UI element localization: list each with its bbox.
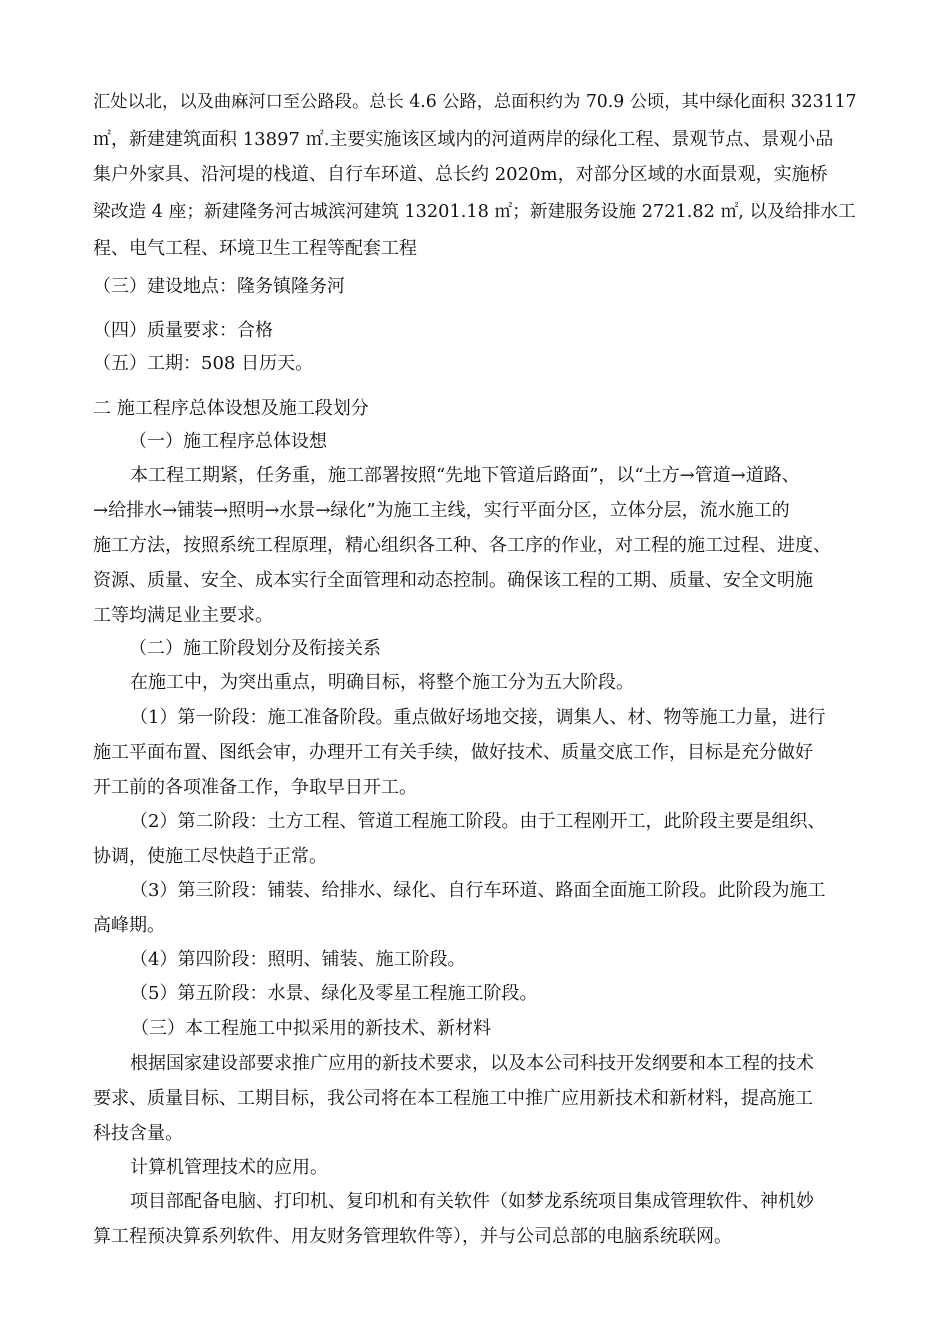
text-line: 工等均满足业主要求。 <box>93 605 273 626</box>
text-line: 本工程工期紧，任务重，施工部署按照“先地下管道后路面”，以“土方→管道→道路、 <box>130 465 800 486</box>
text-line: 要求、质量目标、工期目标，我公司将在本工程施工中推广应用新技术和新材料，提高施工 <box>93 1088 813 1109</box>
text-line: 根据国家建设部要求推广应用的新技术要求，以及本公司科技开发纲要和本工程的技术 <box>130 1053 814 1074</box>
text-line: 高峰期。 <box>93 915 165 936</box>
text-line: （1）第一阶段：施工准备阶段。重点做好场地交接，调集人、材、物等施工力量，进行 <box>130 707 826 728</box>
text-line: （4）第四阶段：照明、铺装、施工阶段。 <box>130 949 466 970</box>
text-line: 科技含量。 <box>93 1123 183 1144</box>
text-line: 在施工中，为突出重点，明确目标，将整个施工分为五大阶段。 <box>130 672 634 693</box>
text-line: （3）第三阶段：铺装、给排水、绿化、自行车环道、路面全面施工阶段。此阶段为施工 <box>130 880 826 901</box>
text-line: 梁改造 4 座；新建隆务河古城滨河建筑 13201.18 ㎡；新建服务设施 2721.82 ㎡, 以及给排水工 <box>93 202 856 222</box>
text-line: （5）第五阶段：水景、绿化及零星工程施工阶段。 <box>130 983 538 1004</box>
subsection-heading: （一）施工程序总体设想 <box>129 431 327 452</box>
section-heading: （四）质量要求：合格 <box>93 320 273 341</box>
text-line: 项目部配备电脑、打印机、复印机和有关软件（如梦龙系统项目集成管理软件、神机妙 <box>130 1191 814 1212</box>
section-heading: （五）工期：508 日历天。 <box>93 353 314 374</box>
text-line: 算工程预决算系列软件、用友财务管理软件等），并与公司总部的电脑系统联网。 <box>93 1226 732 1247</box>
text-line: →给排水→铺装→照明→水景→绿化”为施工主线，实行平面分区，立体分层，流水施工的 <box>93 500 790 521</box>
text-line: ㎡，新建建筑面积 13897 ㎡.主要实施该区域内的河道两岸的绿化工程、景观节点、景观小品 <box>93 129 834 150</box>
text-line: （2）第二阶段：土方工程、管道工程施工阶段。由于工程刚开工，此阶段主要是组织、 <box>130 811 826 832</box>
text-line: 施工平面布置、图纸会审，办理开工有关手续，做好技术、质量交底工作，目标是充分做好 <box>93 742 813 763</box>
text-line: 计算机管理技术的应用。 <box>130 1157 328 1178</box>
subsection-heading: （二）施工阶段划分及衔接关系 <box>129 638 381 659</box>
text-line: 协调，使施工尽快趋于正常。 <box>93 846 327 867</box>
text-line: 集户外家具、沿河堤的栈道、自行车环道、总长约 2020m，对部分区域的水面景观，实施桥 <box>93 164 828 185</box>
text-line: 程、电气工程、环境卫生工程等配套工程 <box>93 238 417 259</box>
text-line: 资源、质量、安全、成本实行全面管理和动态控制。确保该工程的工期、质量、安全文明施 <box>93 570 813 591</box>
subsection-heading: （三）本工程施工中拟采用的新技术、新材料 <box>131 1018 491 1039</box>
text-line: 开工前的各项准备工作，争取早日开工。 <box>93 777 417 798</box>
section-heading: （三）建设地点：隆务镇隆务河 <box>93 276 345 297</box>
text-line: 施工方法，按照系统工程原理，精心组织各工种、各工序的作业，对工程的施工过程、进度、 <box>93 535 831 556</box>
text-line: 汇处以北，以及曲麻河口至公路段。总长 4.6 公路，总面积约为 70.9 公顷，其中绿化面积 323117 <box>93 92 857 112</box>
chapter-heading: 二 施工程序总体设想及施工段划分 <box>93 398 369 419</box>
